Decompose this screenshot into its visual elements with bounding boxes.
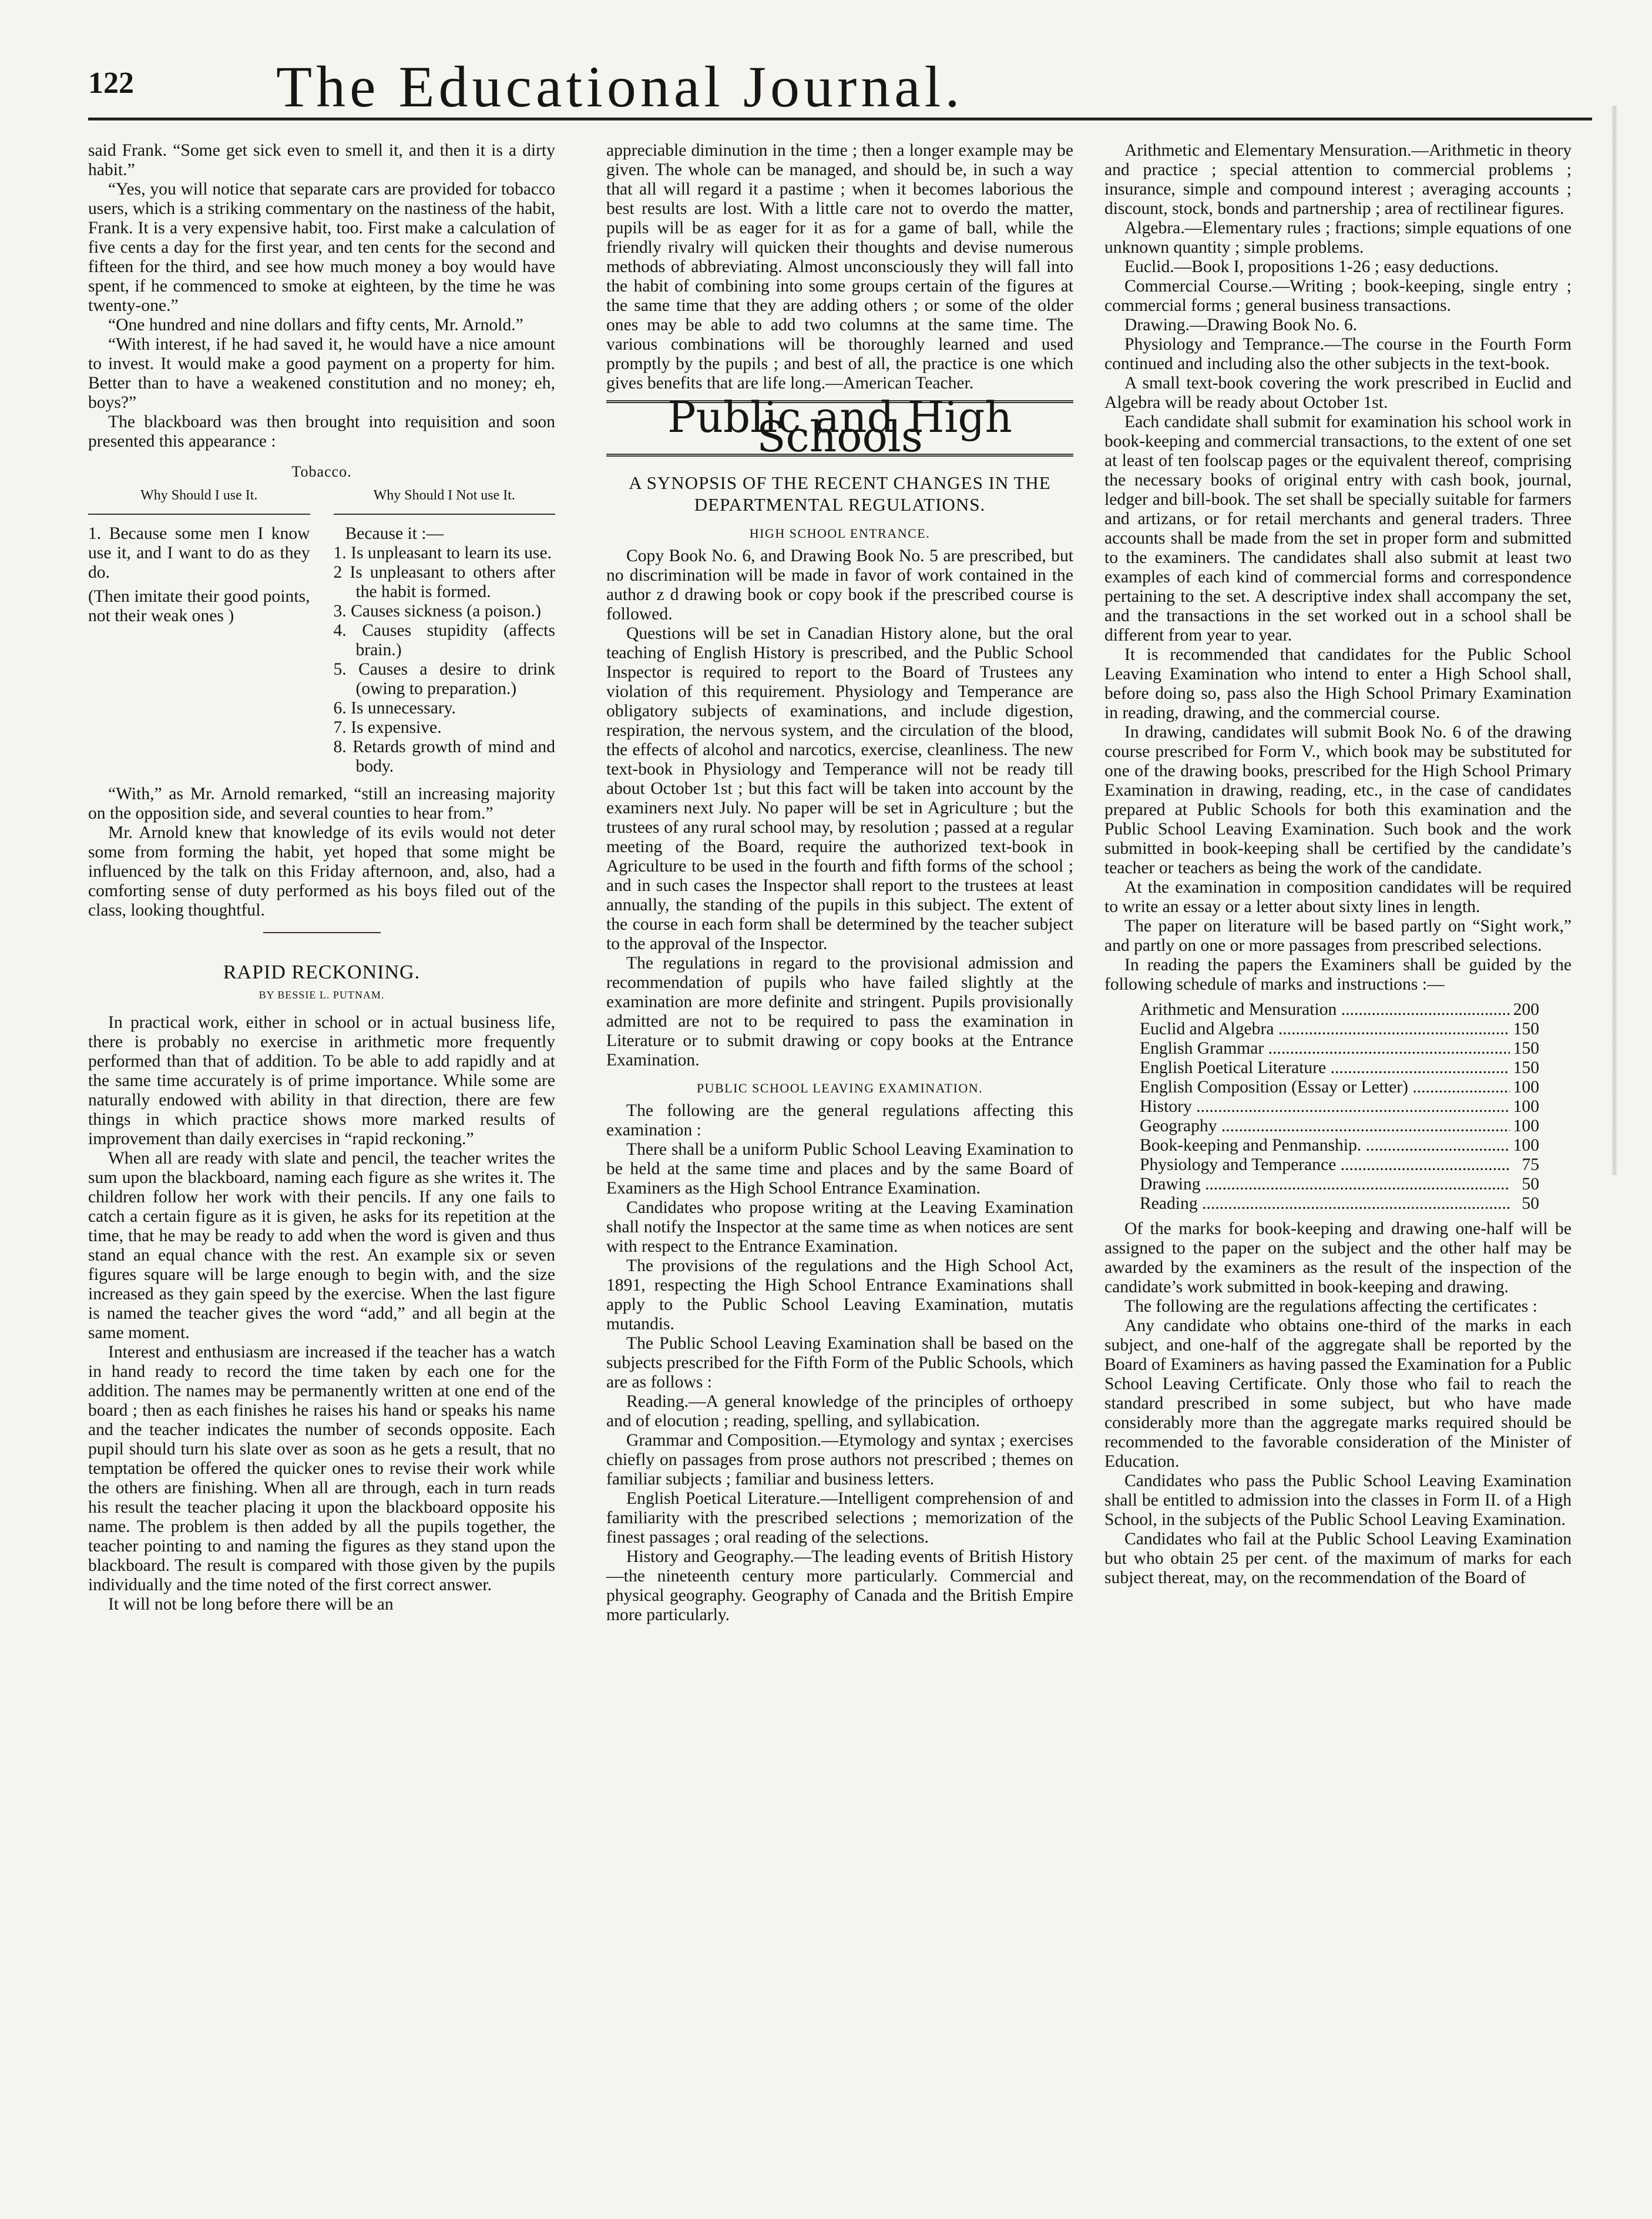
because-it: Because it :— (345, 524, 444, 543)
paragraph: There shall be a uniform Public School Leaving Examination to be held at the same time and places and by the same Board of Examiners as the High School Entrance Examination. (606, 1140, 1073, 1198)
table-row (1140, 1175, 1539, 1194)
paragraph: Any candidate who obtains one-third of the marks in each subject, and one-half of the aggregate shall be reported by the Board of Examiners as having passed the Examination for a Public School Leaving Certificate. Only those who fail to reach the standard prescribed in some subject, but who have made considerably more than the aggregate marks required should be recommended to the favorable consideration of the Minister of Education. (1104, 1316, 1572, 1471)
why-not-header: Why Should I Not use It. (334, 486, 556, 515)
subject: Drawing ..... (1140, 1175, 1510, 1194)
paragraph: English Poetical Literature.—Intelligent comprehension of and familiarity with the prescribed selections ; memorization of the finest passages ; oral reading of the selections. (606, 1489, 1073, 1547)
paragraph: The following are the regulations affecting the certificates : (1124, 1297, 1537, 1316)
use-reason: 1. Because some men I know use it, and I want to do as they do. (88, 524, 310, 582)
marks-value: 200 (1513, 1000, 1539, 1019)
tobacco-title: Tobacco. (291, 463, 352, 480)
list-item: 7. Is expensive. (333, 718, 442, 737)
paragraph: When all are ready with slate and pencil, the teacher writes the sum upon the blackboard, naming each figure as she writes it. The children follow her work with their pencils. If any one fails to catch a certain figure as it is given, he asks for its repetition at the time, that he may be ready to add when the word is given and thus stand an equal chance with the rest. An example six or seven figures square will be large enough to begin with, and the size increased as they gain speed by the exercise. When the last figure is named the teacher gives the word “add,” and all begin at the same moment. (88, 1149, 555, 1342)
column-3 (1104, 141, 1572, 1588)
paragraph: A small text-book covering the work prescribed in Euclid and Algebra will be ready about October 1st. (1104, 374, 1572, 412)
byline: BY BESSIE L. PUTNAM. (258, 989, 385, 1001)
why-use-header: Why Should I use It. (88, 486, 310, 515)
list-item: 4. Causes stupidity (affects brain.) (333, 621, 555, 659)
paragraph: Copy Book No. 6, and Drawing Book No. 5 are prescribed, but no discrimination will be made in favor of work contained in the author z d drawing book or copy book if the prescribed course is followed. (606, 547, 1073, 624)
paragraph: Mr. Arnold knew that knowledge of its evils would not deter some from forming the habit, yet hoped that some might be influenced by the talk on this Friday afternoon, and, also, had a comforting sense of duty performed as his boys filed out of the class, looking thoughtful. (88, 823, 555, 920)
paragraph: History and Geography.—The leading events of British History—the nineteenth century more particularly. Commercial and physical geography. Geography of Canada and the British Empire more particularly. (606, 1547, 1073, 1624)
paragraph: At the examination in composition candidates will be required to write an essay or a letter about sixty lines in length. (1104, 878, 1572, 916)
table-row (1140, 1097, 1539, 1117)
reasons-list (334, 544, 556, 776)
marks-value: 50 (1522, 1175, 1539, 1194)
subject: English Poetical Literature ..... (1140, 1058, 1510, 1078)
column-2 (606, 141, 1073, 1625)
table-row (1140, 1000, 1539, 1020)
paragraph: The blackboard was then brought into requisition and soon presented this appearance : (88, 413, 555, 451)
subject: Physiology and Temperance ..... (1140, 1155, 1510, 1175)
paragraph: Candidates who pass the Public School Leaving Examination shall be entitled to admission into the classes in Form II. of a High School, in the subjects of the Public School Leaving Examination. (1104, 1471, 1572, 1529)
paragraph: The provisions of the regulations and the High School Act, 1891, respecting the High School Entrance Examinations shall apply to the Public School Leaving Examination, mutatis mutandis. (606, 1256, 1073, 1333)
paragraph: “Yes, you will notice that separate cars are provided for tobacco users, which is a striking commentary on the nastiness of the habit, Frank. It is a very expensive habit, too. First make a calculation of five cents a day for the first year, and ten cents for the second and fifteen for the third, and see how much money a boy would have spent, if he commenced to smoke at eighteen, by the time he was twenty-one.” (88, 180, 555, 315)
paragraph: Of the marks for book-keeping and drawing one-half will be assigned to the paper on the subject and the other half may be awarded by the examiners as the result of the inspection of the candidate’s work submitted in book-keeping and drawing. (1104, 1219, 1572, 1296)
subheading: HIGH SCHOOL ENTRANCE. (749, 526, 931, 541)
table-row (1140, 1039, 1539, 1058)
paragraph: Candidates who fail at the Public School Leaving Examination but who obtain 25 per cent. of the maximum of marks for each subject thereat, may, on the recommendation of the Board of (1104, 1530, 1572, 1587)
table-row (1140, 1136, 1539, 1155)
subject: History ..... (1140, 1097, 1510, 1117)
paragraph: Drawing.—Drawing Book No. 6. (1124, 316, 1358, 334)
marks-value: 100 (1513, 1097, 1539, 1116)
table-row (1140, 1155, 1539, 1175)
not-use-cell (334, 524, 556, 776)
paragraph: Interest and enthusiasm are increased if the teacher has a watch in hand ready to record the time taken by each one for the addition. The names may be permanently written at one end of the board ; then as each finishes he raises his hand or speaks his name and the teacher indicates the number of seconds opposite. Each pupil should turn his slate over as soon as he gets a result, that no temptation be offered the quicker ones to revise their work while the others are finishing. When all are through, each in turn reads his result the teacher placing it upon the blackboard opposite his name. The problem is then added by all the pupils together, the teacher pointing to and naming the figures as they stand upon the blackboard. The result is compared with those given by the pupils individually and the time noted of the first correct answer. (88, 1343, 555, 1594)
list-item: 5. Causes a desire to drink (owing to preparation.) (333, 660, 555, 698)
article-title: RAPID RECKONING. (223, 961, 421, 983)
paragraph: appreciable diminution in the time ; then a longer example may be given. The whole can be managed, and should be, in such a way that all will regard it a pastime ; when it becomes laborious the best results are lost. With a little care not to overdo the matter, pupils will be as eager for it as for a game of ball, while the friendly rivalry will quicken their thoughts and devise numerous methods of abbreviating. Almost unconsciously they will fall into the habit of combining into some groups certain of the figures at the same time that they are adding others ; or some of the older ones may be able to add two columns at the same time. The various combinations will be thoroughly learned and used promptly by the pupils ; and best of all, the practice is one which gives benefits that are life long.—American Teacher. (606, 141, 1073, 393)
section-title: Public and High Schools (606, 400, 1073, 457)
journal-title: The Educational Journal. (276, 54, 964, 119)
use-cell (88, 524, 310, 776)
table-row (1140, 1117, 1539, 1136)
paragraph: The following are the general regulations affecting this examination : (606, 1101, 1073, 1139)
marks-schedule (1140, 1000, 1539, 1214)
paragraph: The Public School Leaving Examination shall be based on the subjects prescribed for the Fifth Form of the Public Schools, which are as follows : (606, 1334, 1073, 1392)
page-edge-shadow (1611, 106, 1618, 1175)
header-rule (88, 118, 1592, 120)
paragraph: “One hundred and nine dollars and fifty cents, Mr. Arnold.” (108, 316, 523, 334)
paragraph: said Frank. “Some get sick even to smell it, and then it is a dirty habit.” (88, 141, 555, 179)
tobacco-table (88, 486, 555, 776)
subject: English Composition (Essay or Letter) ..... (1140, 1078, 1510, 1097)
marks-value: 50 (1522, 1194, 1539, 1213)
marks-value: 150 (1513, 1020, 1539, 1038)
table-row (1140, 1078, 1539, 1097)
paragraph: Commercial Course.—Writing ; book-keeping, single entry ; commercial forms ; general business transactions. (1104, 277, 1572, 315)
paragraph: In practical work, either in school or in actual business life, there is probably no exercise in arithmetic more frequently performed than that of addition. To be able to add rapidly and at the same time accurately is of prime importance. While some are naturally endowed with ability in that direction, there are few things in which practice shows more marked results of improvement than daily exercises in “rapid reckoning.” (88, 1013, 555, 1148)
column-1 (88, 141, 555, 1614)
page-header (88, 54, 1592, 123)
table-row (1140, 1194, 1539, 1214)
subheading: PUBLIC SCHOOL LEAVING EXAMINATION. (696, 1081, 983, 1095)
marks-value: 75 (1522, 1155, 1539, 1174)
paragraph: Arithmetic and Elementary Mensuration.—Arithmetic in theory and practice ; special attention to commercial problems ; insurance, simple and compound interest ; averaging accounts ; discount, stock, bonds and partnership ; area of rectilinear figures. (1104, 141, 1572, 218)
subject: Reading ..... (1140, 1194, 1510, 1214)
subject: Book-keeping and Penmanship. ..... (1140, 1136, 1510, 1155)
paragraph: The paper on literature will be based partly on “Sight work,” and partly on one or more passages from prescribed selections. (1104, 917, 1572, 955)
paragraph: Physiology and Temprance.—The course in the Fourth Form continued and including also the other subjects in the text-book. (1104, 335, 1572, 373)
list-item: 8. Retards growth of mind and body. (333, 738, 555, 776)
marks-value: 100 (1513, 1117, 1539, 1135)
synopsis-heading: A SYNOPSIS OF THE RECENT CHANGES IN THE DEPARTMENTAL REGULATIONS. (629, 472, 1051, 515)
subject: Arithmetic and Mensuration ..... (1140, 1000, 1510, 1020)
divider (263, 932, 381, 933)
paragraph: “With interest, if he had saved it, he would have a nice amount to invest. It would make a good payment on a property for him. Better than to have a weakened constitution and no money; eh, boys?” (88, 335, 555, 412)
paragraph: Euclid.—Book I, propositions 1-26 ; easy deductions. (1124, 257, 1499, 276)
paragraph: It is recommended that candidates for the Public School Leaving Examination who intend to enter a High School shall, before doing so, pass also the High School Primary Examination in reading, drawing, and the commercial course. (1104, 645, 1572, 722)
paragraph: In reading the papers the Examiners shall be guided by the following schedule of marks and instructions :— (1104, 956, 1572, 994)
paragraph: Candidates who propose writing at the Leaving Examination shall notify the Inspector at the same time as when notices are sent with respect to the Entrance Examination. (606, 1198, 1073, 1256)
marks-value: 100 (1513, 1078, 1539, 1097)
marks-value: 100 (1513, 1136, 1539, 1155)
page-number: 122 (88, 66, 134, 100)
list-item: 3. Causes sickness (a poison.) (333, 602, 541, 621)
paragraph: Reading.—A general knowledge of the principles of orthoepy and of elocution ; reading, spelling, and syllabication. (606, 1392, 1073, 1430)
paragraph: Each candidate shall submit for examination his school work in book-keeping and commercial transactions, to the extent of one set at least of ten foolscap pages or the equivalent thereof, comprising the necessary books of original entry with cash book, journal, ledger and bill-book. The set shall be specially suitable for farmers and artizans, or for retail merchants and general traders. Three accounts shall be made from the set in proper form and submitted to the examiners. The candidates shall also submit at least two examples of each kind of commercial forms and correspondence pertaining to the set. A descriptive index shall accompany the set, and the transactions in the set worked out in a school shall be different from year to year. (1104, 413, 1572, 645)
table-row (1140, 1058, 1539, 1078)
paragraph: In drawing, candidates will submit Book No. 6 of the drawing course prescribed for Form V., which book may be substituted for one of the drawing books, prescribed for the High School Primary Examination in drawing, reading, etc., in the case of candidates prepared at Public Schools for both this examination and the Public School Leaving Examination. Such book and the work submitted in book-keeping shall be certified by the candidate’s teacher or teachers as being the work of the candidate. (1104, 723, 1572, 877)
use-note: (Then imitate their good points, not their weak ones ) (88, 587, 310, 625)
paragraph: The regulations in regard to the provisional admission and recommendation of pupils who have failed slightly at the examination are more definite and stringent. Pupils provisionally admitted are not to be required to pass the examination in Literature or to submit drawing or copy books at the Entrance Examination. (606, 954, 1073, 1070)
paragraph: “With,” as Mr. Arnold remarked, “still an increasing majority on the opposition side, and several counties to hear from.” (88, 785, 555, 823)
subject: Geography ..... (1140, 1117, 1510, 1136)
subject: English Grammar ..... (1140, 1039, 1510, 1058)
paragraph: Questions will be set in Canadian History alone, but the oral teaching of English History is prescribed, and the Public School Inspector is required to report to the Board of Trustees any violation of this requirement. Physiology and Temperance are obligatory subjects of examinations, and include digestion, respiration, the nervous system, and the circulation of the blood, the effects of alcohol and narcotics, exercise, cleanliness. The new text-book in Physiology and Temperance will not be ready till about October 1st ; but this fact will be taken into account by the examiners next July. No paper will be set in Agriculture ; but the trustees of any rural school may, by resolution ; passed at a regular meeting of the Board, require the authorized text-book in Agriculture to be used in the fourth and fifth forms of the school ; and in such cases the Inspector shall report to the trustees at least annually, the standing of the pupils in this subject. The extent of the course in each form shall be determined by the teacher subject to the approval of the Inspector. (606, 624, 1073, 953)
list-item: 6. Is unnecessary. (333, 699, 456, 718)
list-item: 1. Is unpleasant to learn its use. (333, 544, 552, 562)
paragraph: It will not be long before there will be an (108, 1595, 394, 1614)
list-item: 2 Is unpleasant to others after the habit is formed. (333, 563, 555, 601)
paragraph: Grammar and Composition.—Etymology and syntax ; exercises chiefly on passages from prose authors not prescribed ; themes on familiar subjects ; familiar and business letters. (606, 1431, 1073, 1489)
marks-value: 150 (1513, 1058, 1539, 1077)
subject: Euclid and Algebra ..... (1140, 1020, 1510, 1039)
table-row (1140, 1020, 1539, 1039)
marks-value: 150 (1513, 1039, 1539, 1058)
paragraph: Algebra.—Elementary rules ; fractions; simple equations of one unknown quantity ; simple problems. (1104, 219, 1572, 257)
